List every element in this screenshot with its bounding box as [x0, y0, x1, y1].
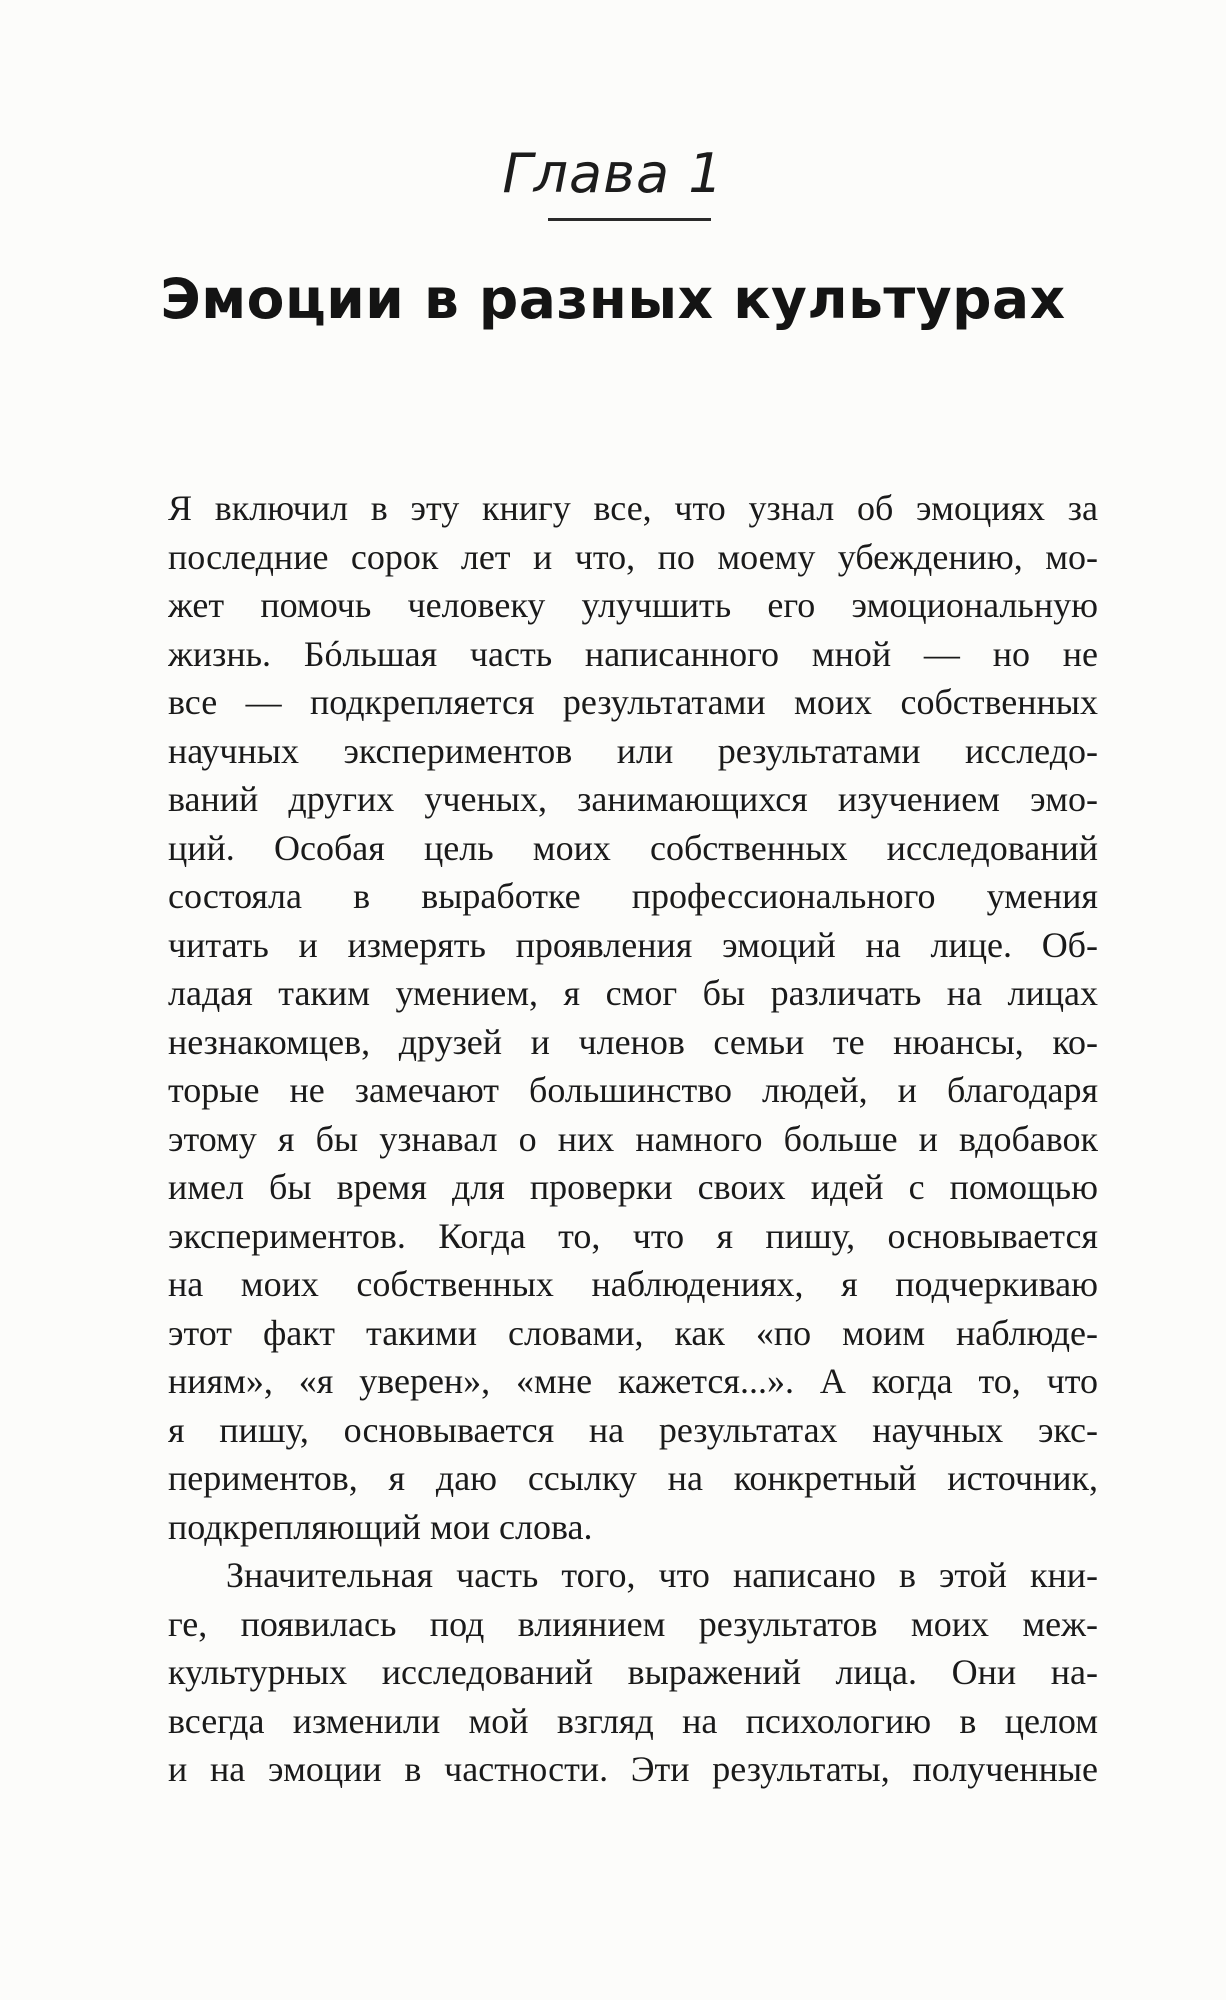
body-text — [168, 484, 1098, 1794]
text-line: ге, появилась под влиянием результатов моих меж- — [168, 1603, 1098, 1644]
chapter-number: Глава 1 — [502, 142, 724, 205]
text-line: я пишу, основывается на результатах научных экс- — [168, 1409, 1098, 1450]
text-line: на моих собственных наблюдениях, я подчеркиваю — [168, 1264, 1098, 1304]
text-line: и на эмоции в частности. Эти результаты, полученные — [168, 1749, 1098, 1789]
text-line: Я включил в эту книгу все, что узнал об эмоциях за — [168, 488, 1098, 528]
text-line: подкрепляющий мои слова. — [168, 1506, 593, 1547]
text-line: экспериментов. Когда то, что я пишу, основывается — [168, 1215, 1098, 1256]
text-line: имел бы время для проверки своих идей с помощью — [168, 1167, 1098, 1207]
text-line: незнакомцев, друзей и членов семьи те нюансы, ко- — [168, 1021, 1098, 1062]
text-line: все — подкрепляется результатами моих собственных — [168, 682, 1098, 722]
text-line: этому я бы узнавал о них намного больше и вдобавок — [168, 1118, 1098, 1159]
text-line: состояла в выработке профессионального умения — [168, 876, 1098, 916]
text-line: этот факт такими словами, как «по моим наблюде- — [168, 1312, 1098, 1353]
text-line: научных экспериментов или результатами исследо- — [168, 730, 1098, 771]
text-line: ций. Особая цель моих собственных исследований — [168, 827, 1098, 868]
text-line: всегда изменили мой взгляд на психологию в целом — [168, 1700, 1098, 1741]
text-line: культурных исследований выражений лица. Они на- — [168, 1652, 1098, 1692]
text-line: ваний других ученых, занимающихся изучением эмо- — [168, 779, 1098, 819]
text-line: торые не замечают большинство людей, и благодаря — [168, 1070, 1098, 1110]
text-line: периментов, я даю ссылку на конкретный источник, — [168, 1458, 1098, 1498]
text-line: жизнь. Бóльшая часть написанного мной — но не — [168, 633, 1098, 674]
text-line: Значительная часть того, что написано в этой кни- — [226, 1555, 1098, 1595]
text-line: ниям», «я уверен», «мне кажется...». А когда то, что — [168, 1361, 1098, 1401]
text-line: жет помочь человеку улучшить его эмоциональную — [168, 585, 1098, 625]
text-line: читать и измерять проявления эмоций на лице. Об- — [168, 924, 1098, 965]
text-line: последние сорок лет и что, по моему убеждению, мо- — [168, 536, 1098, 577]
text-line: ладая таким умением, я смог бы различать на лицах — [168, 973, 1098, 1013]
chapter-title: Эмоции в разных культурах — [160, 267, 1066, 331]
chapter-divider — [548, 218, 711, 221]
